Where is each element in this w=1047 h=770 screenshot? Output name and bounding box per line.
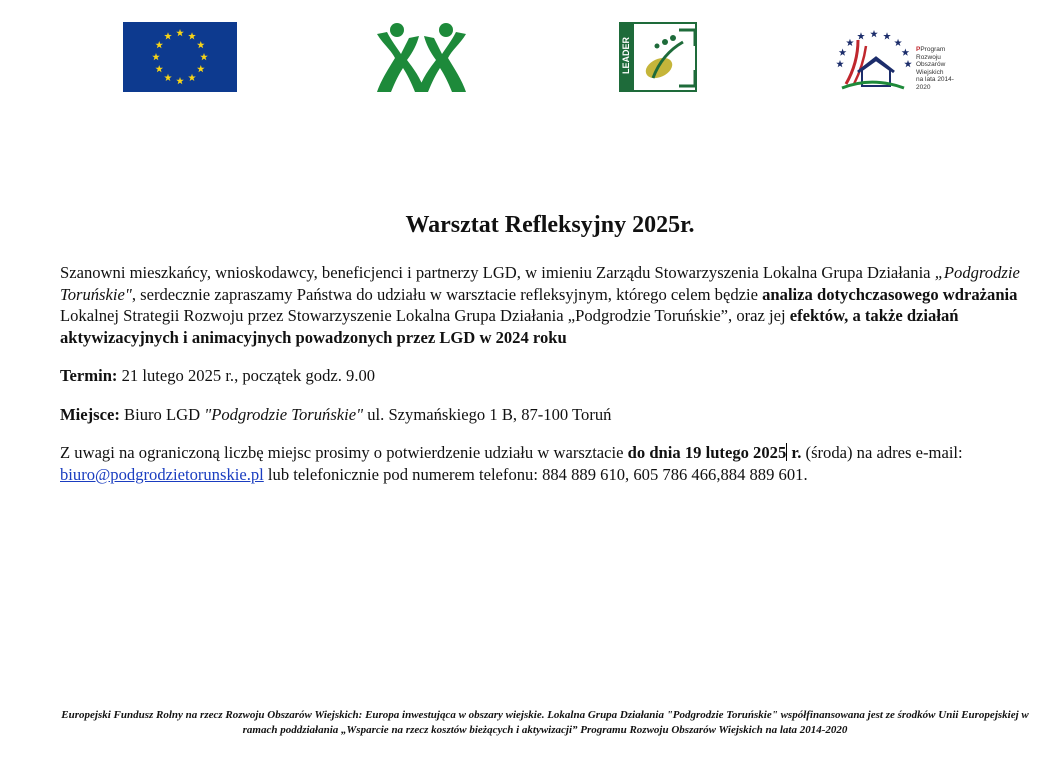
- prow-logo-icon: [828, 26, 958, 92]
- document-body: [60, 262, 1038, 485]
- prow-star: [839, 49, 847, 56]
- document-title: Warsztat Refleksyjny 2025r.: [405, 212, 695, 238]
- confirm-paragraph: Z uwagi na ograniczoną liczbę miejsc prosimy o potwierdzenie udziału w warsztacie do dnia 19 lutego 2025 r. (środa) na adres e-mail: biuro@podgrodzietorunskie.pl lub telefonicznie pod numerem telefonu: 884 889 610, 605 786 466,884 889 601.: [60, 443, 963, 484]
- lgd-logo-icon: [373, 22, 470, 94]
- prow-star: [902, 49, 910, 56]
- prow-star: [894, 39, 902, 46]
- email-link[interactable]: biuro@podgrodzietorunskie.pl: [60, 464, 264, 484]
- termin-label: Termin:: [60, 366, 118, 385]
- prow-line-1: PProgram: [916, 46, 946, 53]
- footer-note: Europejski Fundusz Rolny na rzecz Rozwoju Obszarów Wiejskich: Europa inwestująca w obszary wiejskie. Lokalna Grupa Działania "Podgrodzie Toruńskie" współfinansowana jest ze środków Unii Europejskiej w ramach poddziałania „Wsparcie na rzecz kosztów bieżących i aktywizacji” Programu Rozwoju Obszarów Wiejskich na lata 2014-2020: [61, 709, 1029, 736]
- prow-line-3: Obszarów: [916, 61, 946, 68]
- prow-line-5: na lata 2014-2020: [916, 76, 954, 91]
- prow-star: [870, 30, 878, 37]
- prow-star: [904, 60, 912, 67]
- prow-line-2: Rozwoju: [916, 53, 941, 61]
- miejsce-label: Miejsce:: [60, 404, 120, 424]
- miejsce-paragraph: Miejsce: Biuro LGD "Podgrodzie Toruńskie" ul. Szymańskiego 1 B, 87-100 Toruń: [60, 404, 612, 424]
- logo-bar: [0, 0, 1047, 110]
- intro-paragraph: Szanowni mieszkańcy, wnioskodawcy, beneficjenci i partnerzy LGD, w imieniu Zarządu Stowarzyszenia Lokalna Grupa Działania „Podgrodzie Toruńskie", serdecznie zapraszamy Państwa do udziału w warsztacie refleksyjnym, którego celem będzie analiza dotychczasowego wdrażania Lokalnej Strategii Rozwoju przez Stowarzyszenie Lokalna Grupa Działania „Podgrodzie Toruńskie”, oraz jej efektów, a także działań aktywizacyjnych i animacyjnych powadzonych przez LGD w 2024 roku: [60, 263, 1020, 347]
- prow-star: [883, 32, 891, 39]
- prow-star: [857, 32, 865, 39]
- leader-logo-icon: [619, 22, 699, 94]
- termin-value: 21 lutego 2025 r., początek godz. 9.00: [117, 366, 376, 385]
- eu-flag-icon: [123, 22, 237, 92]
- prow-star: [836, 60, 844, 67]
- svg-text:LEADER: LEADER: [621, 36, 631, 74]
- prow-line-4: Wiejskich: [916, 68, 944, 76]
- prow-star: [846, 39, 854, 46]
- termin-paragraph: [60, 365, 1038, 387]
